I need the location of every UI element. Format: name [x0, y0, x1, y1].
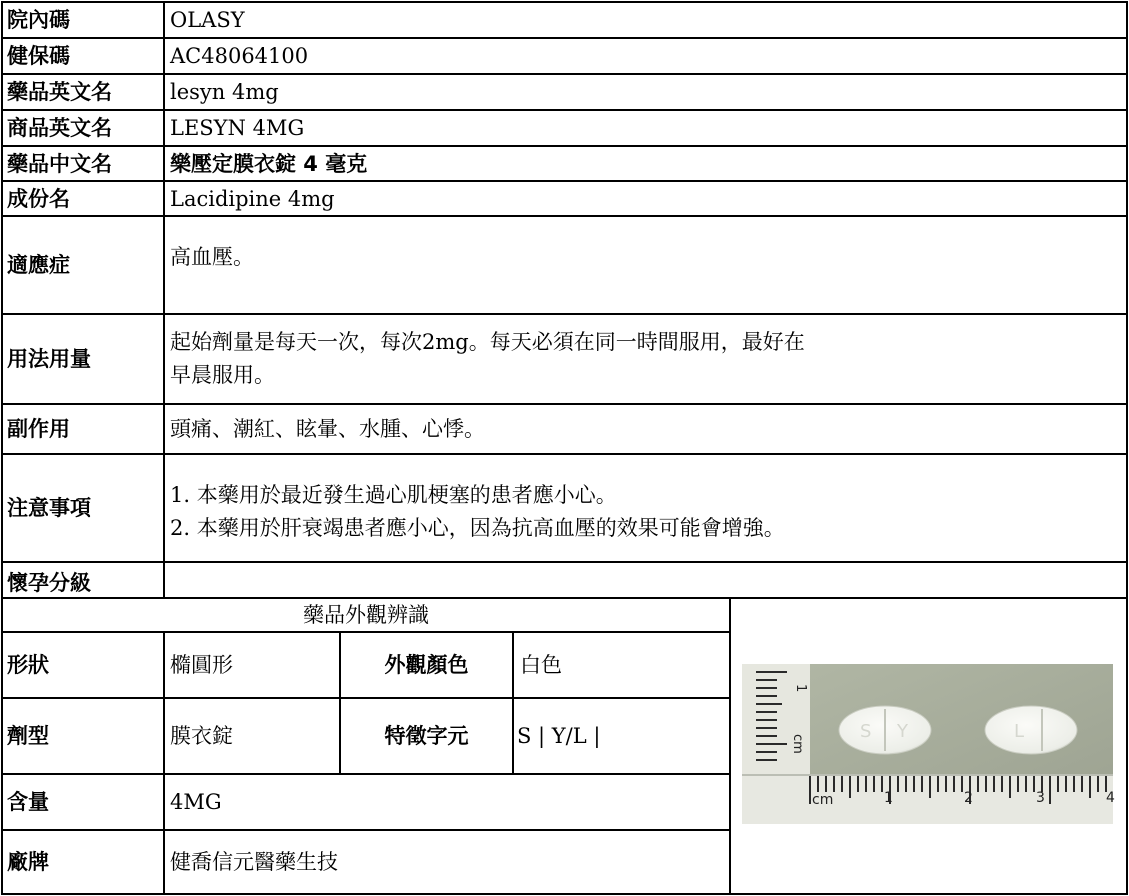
vertical-ruler-unit: cm: [790, 734, 805, 754]
chinese-name-value: 樂壓定膜衣錠 4 毫克: [170, 151, 368, 176]
table-border-bottom: [1, 893, 1128, 895]
color-label: 外觀顏色: [384, 653, 469, 677]
brand-name-value: LESYN 4MG: [170, 116, 305, 140]
ruler-number: 4: [1106, 790, 1115, 806]
tablet-2: [985, 706, 1077, 754]
horizontal-ruler-unit: cm: [812, 792, 834, 808]
shape-label: 形狀: [7, 653, 49, 677]
precaution-line-2: 2. 本藥用於肝衰竭患者應小心，因為抗高血壓的效果可能會增強。: [170, 516, 785, 540]
column-divider: [512, 631, 514, 775]
ruler-number: 1: [884, 790, 893, 806]
dosage-form-label: 劑型: [7, 724, 49, 748]
ruler-number: 3: [1036, 790, 1045, 806]
tablet-1-mark-right: Y: [897, 721, 908, 742]
english-name-label: 藥品英文名: [7, 80, 112, 104]
nhi-code-value: AC48064100: [170, 44, 309, 68]
ruler-number: 2: [964, 790, 973, 806]
tablet-2-mark: L: [1014, 721, 1025, 742]
english-name-value: lesyn 4mg: [170, 80, 279, 104]
ingredient-label: 成份名: [7, 186, 70, 211]
pregnancy-label: 懷孕分級: [7, 571, 91, 595]
marking-label: 特徵字元: [384, 724, 469, 748]
table-border-left: [1, 1, 3, 895]
precautions-value: [170, 470, 785, 554]
row-divider: [1, 453, 1128, 455]
dosage-line-2: 早晨服用。: [170, 363, 275, 387]
indication-label: 適應症: [7, 253, 70, 277]
manufacturer-value: 健喬信元醫藥生技: [170, 850, 338, 874]
vertical-ruler-number: 1: [793, 684, 808, 693]
strength-label: 含量: [7, 790, 49, 814]
column-divider: [729, 597, 731, 895]
manufacturer-label: 廠牌: [7, 850, 49, 874]
code-value: OLASY: [170, 8, 245, 32]
shape-value: 橢圓形: [170, 653, 233, 677]
dosage-line-1: 起始劑量是每天一次，每次2mg。每天必須在同一時間服用，最好在: [170, 330, 805, 354]
row-divider: [1, 561, 1128, 563]
side-effects-value: 頭痛、潮紅、眩暈、水腫、心悸。: [170, 417, 485, 441]
tablet-1-mark-left: S: [860, 721, 872, 742]
table-border-right: [1126, 1, 1128, 895]
chinese-name-label: 藥品中文名: [7, 151, 112, 176]
brand-name-label: 商品英文名: [7, 116, 112, 140]
precautions-label: 注意事項: [7, 496, 91, 520]
color-value: 白色: [520, 653, 562, 677]
nhi-code-label: 健保碼: [7, 44, 70, 68]
ingredient-value: Lacidipine 4mg: [170, 186, 335, 211]
column-divider: [163, 1, 165, 598]
tablet-photo: [742, 664, 1113, 824]
strength-value: 4MG: [170, 790, 222, 814]
marking-value: S | Y/L |: [517, 724, 601, 748]
row-divider: [1, 829, 730, 831]
indication-value: 高血壓。: [170, 245, 254, 269]
code-label: 院內碼: [7, 8, 70, 32]
tablet-photo-svg: [742, 664, 1113, 824]
dosage-form-value: 膜衣錠: [170, 724, 233, 748]
dosage-value: [170, 315, 805, 403]
column-divider: [163, 631, 165, 895]
row-divider: [1, 773, 730, 775]
side-effects-label: 副作用: [7, 417, 70, 441]
dosage-label: 用法用量: [7, 347, 91, 371]
vertical-ruler: [742, 664, 810, 779]
appearance-header: 藥品外觀辨識: [303, 603, 429, 627]
precaution-line-1: 1. 本藥用於最近發生過心肌梗塞的患者應小心。: [170, 483, 617, 507]
